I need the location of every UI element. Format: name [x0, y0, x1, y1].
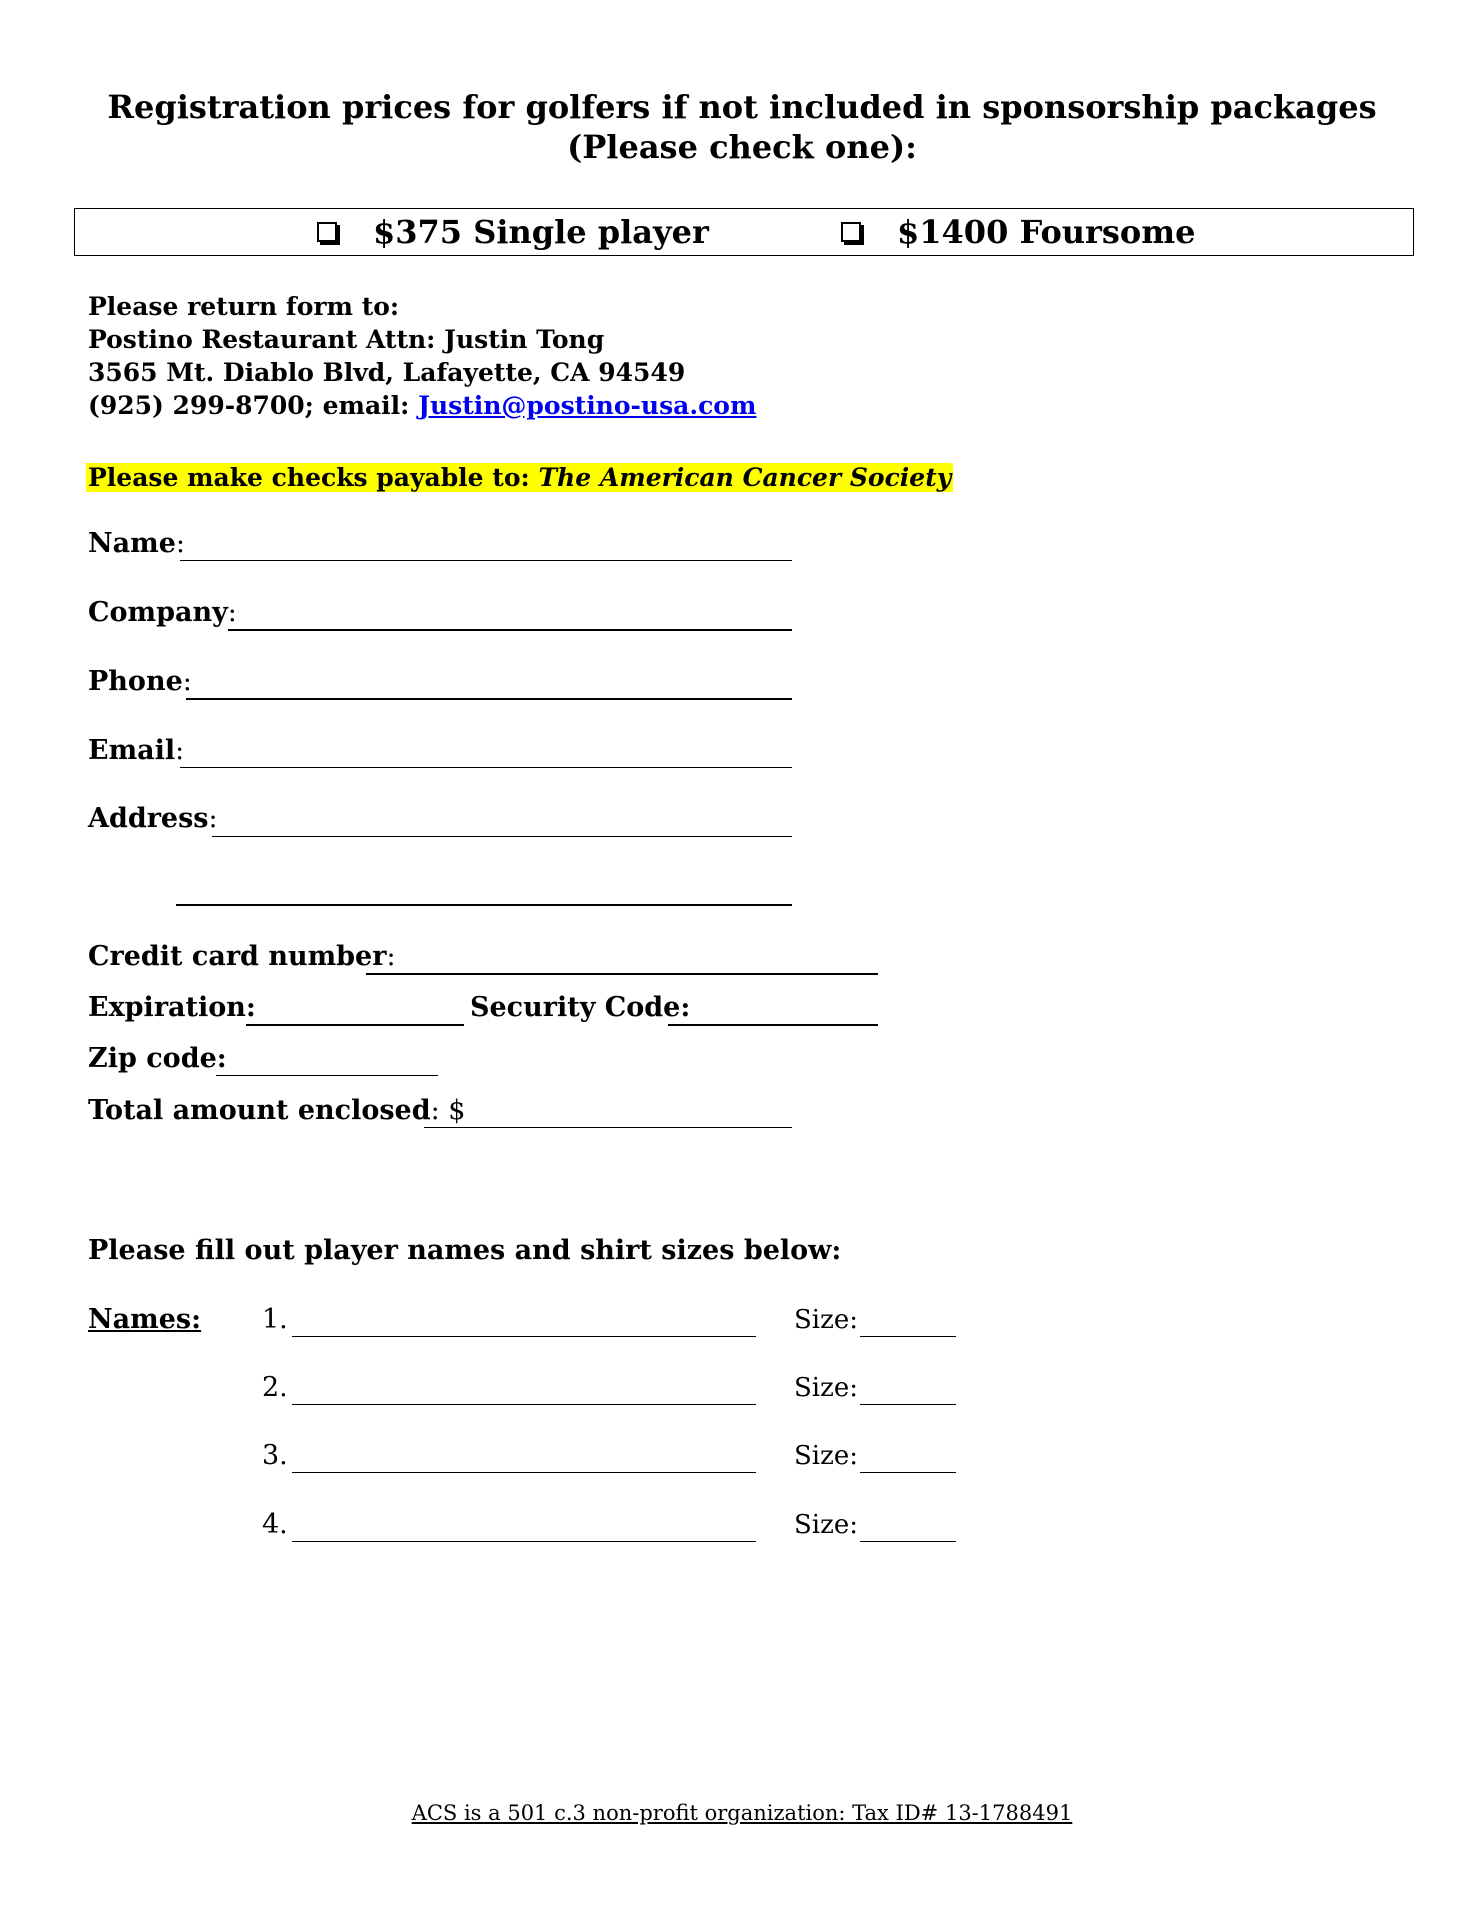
names-label: Names: — [88, 1304, 202, 1335]
option-label: $1400 Foursome — [897, 213, 1196, 251]
expiration-label: Expiration: — [88, 992, 256, 1023]
total-input[interactable] — [424, 1127, 792, 1128]
payable-prefix: Please make checks payable to: — [88, 463, 539, 492]
company-label: Company: — [88, 597, 237, 628]
checkbox-icon[interactable] — [317, 222, 337, 242]
phone-text: (925) 299-8700; email: — [88, 391, 419, 420]
security-code-label: Security Code: — [470, 992, 691, 1023]
option-single-player[interactable] — [317, 214, 709, 250]
email-label: Email: — [88, 735, 185, 766]
phone-label: Phone: — [88, 666, 192, 697]
zip-label: Zip code: — [88, 1043, 227, 1074]
registration-options-box — [74, 208, 1414, 256]
credit-card-input[interactable] — [366, 973, 878, 975]
player-name-input[interactable] — [292, 1336, 756, 1337]
total-label: Total amount enclosed: $ — [88, 1095, 466, 1126]
email-input[interactable] — [180, 767, 792, 768]
security-code-input[interactable] — [668, 1024, 878, 1026]
player-number: 1. — [262, 1304, 288, 1335]
name-input[interactable] — [180, 560, 792, 561]
company-input[interactable] — [228, 629, 792, 631]
payable-payee: The American Cancer Society — [538, 463, 952, 492]
page-title-line-1: Registration prices for golfers if not included in sponsorship packages — [107, 88, 1377, 126]
option-foursome[interactable] — [841, 214, 1195, 250]
return-contact — [88, 389, 756, 422]
address-input-line-2[interactable] — [176, 904, 792, 906]
size-label: Size: — [794, 1305, 858, 1335]
size-label: Size: — [794, 1441, 858, 1471]
return-recipient: Postino Restaurant Attn: Justin Tong — [88, 325, 605, 354]
address-label: Address: — [88, 803, 218, 834]
return-heading: Please return form to: — [88, 292, 400, 321]
player-number: 4. — [262, 1509, 288, 1540]
size-label: Size: — [794, 1373, 858, 1403]
players-instruction: Please fill out player names and shirt sizes below: — [88, 1235, 842, 1266]
player-name-input[interactable] — [292, 1541, 756, 1542]
zip-input[interactable] — [216, 1075, 438, 1076]
checkbox-icon[interactable] — [841, 222, 861, 242]
phone-input[interactable] — [186, 698, 792, 700]
email-link[interactable]: Justin@postino-usa.com — [418, 391, 757, 420]
page-title-line-2: (Please check one): — [567, 128, 917, 166]
player-number: 3. — [262, 1440, 288, 1471]
size-input[interactable] — [860, 1404, 956, 1405]
return-address: 3565 Mt. Diablo Blvd, Lafayette, CA 94549 — [88, 358, 686, 387]
size-input[interactable] — [860, 1472, 956, 1473]
player-name-input[interactable] — [292, 1404, 756, 1405]
size-label: Size: — [794, 1510, 858, 1540]
player-name-input[interactable] — [292, 1472, 756, 1473]
address-input-line-1[interactable] — [212, 836, 792, 837]
credit-card-label: Credit card number: — [88, 941, 396, 972]
payable-notice — [86, 461, 953, 495]
name-label: Name: — [88, 528, 186, 559]
expiration-input[interactable] — [246, 1024, 464, 1026]
player-number: 2. — [262, 1372, 288, 1403]
footer-tax-id: ACS is a 501 c.3 non-profit organization: Tax ID# 13-1788491 — [411, 1801, 1073, 1825]
option-label: $375 Single player — [373, 213, 709, 251]
payable-highlight — [86, 463, 953, 492]
size-input[interactable] — [860, 1336, 956, 1337]
size-input[interactable] — [860, 1541, 956, 1542]
